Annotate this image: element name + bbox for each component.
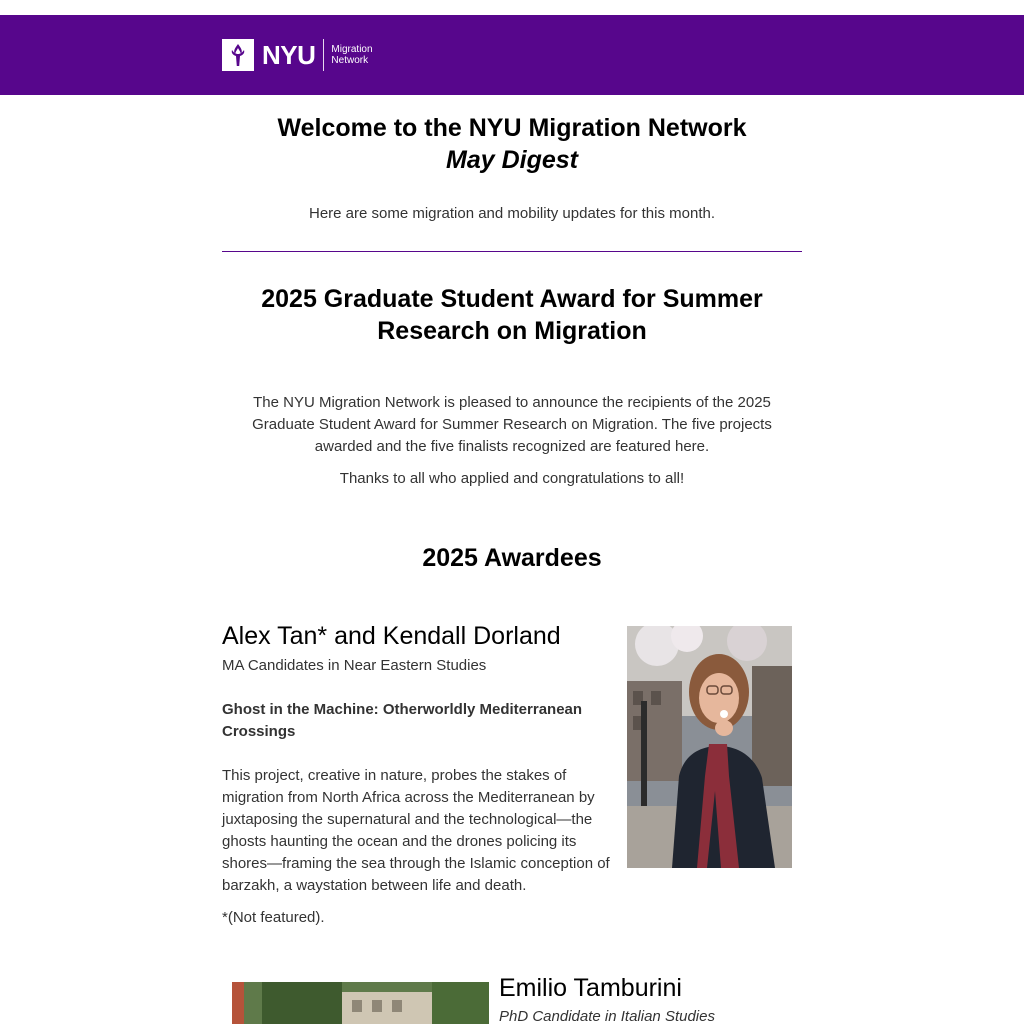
awardee-entry <box>222 620 802 940</box>
project-title: Ghost in the Machine: Otherworldly Mediterranean Crossings <box>222 701 583 740</box>
awardee-role: PhD Candidate in Italian Studies <box>499 1008 715 1024</box>
torch-icon <box>222 39 254 71</box>
welcome-title: Welcome to the NYU Migration Network <box>277 114 747 142</box>
main-content <box>222 112 802 940</box>
nyu-logo[interactable] <box>222 38 373 72</box>
project-description: This project, creative in nature, probes the stakes of migration from North Africa across the Mediterranean by juxtaposing the supernatural and the technological—the ghosts haunting the ocean and the drones policing its shores—framing the sea through the Islamic conception of barzakh, a waystation between life and death. <box>222 767 610 894</box>
logo-divider <box>323 39 324 71</box>
award-title: 2025 Graduate Student Award for Summer Research on Migration <box>261 285 763 345</box>
thanks-text: Thanks to all who applied and congratulations to all! <box>339 470 685 487</box>
awardee-role: MA Candidates in Near Eastern Studies <box>222 657 487 674</box>
section-divider <box>222 251 802 252</box>
logo-sub-line2: Network <box>331 55 369 66</box>
awardees-heading: 2025 Awardees <box>422 544 602 572</box>
award-announcement: The NYU Migration Network is pleased to announce the recipients of the 2025 Graduate Student Award for Summer Research on Migration. The five projects awarded and the five finalists recognized are featured here. <box>252 394 772 455</box>
awardee-name: Alex Tan* and Kendall Dorland <box>222 622 561 650</box>
awardee-text <box>222 620 617 929</box>
awardee-entry <box>232 972 812 1024</box>
header-banner <box>0 15 1024 95</box>
logo-sub-line1: Migration <box>331 44 373 55</box>
logo-wordmark: NYU <box>262 40 316 70</box>
street-photo-icon <box>232 982 489 1024</box>
portrait-photo-icon <box>627 626 792 868</box>
awardee-name: Emilio Tamburini <box>499 974 682 1002</box>
footnote: *(Not featured). <box>222 909 325 926</box>
intro-text: Here are some migration and mobility updates for this month. <box>308 205 716 222</box>
digest-title: May Digest <box>446 146 578 174</box>
logo-subtitle <box>331 44 372 66</box>
top-bar <box>0 0 1024 15</box>
